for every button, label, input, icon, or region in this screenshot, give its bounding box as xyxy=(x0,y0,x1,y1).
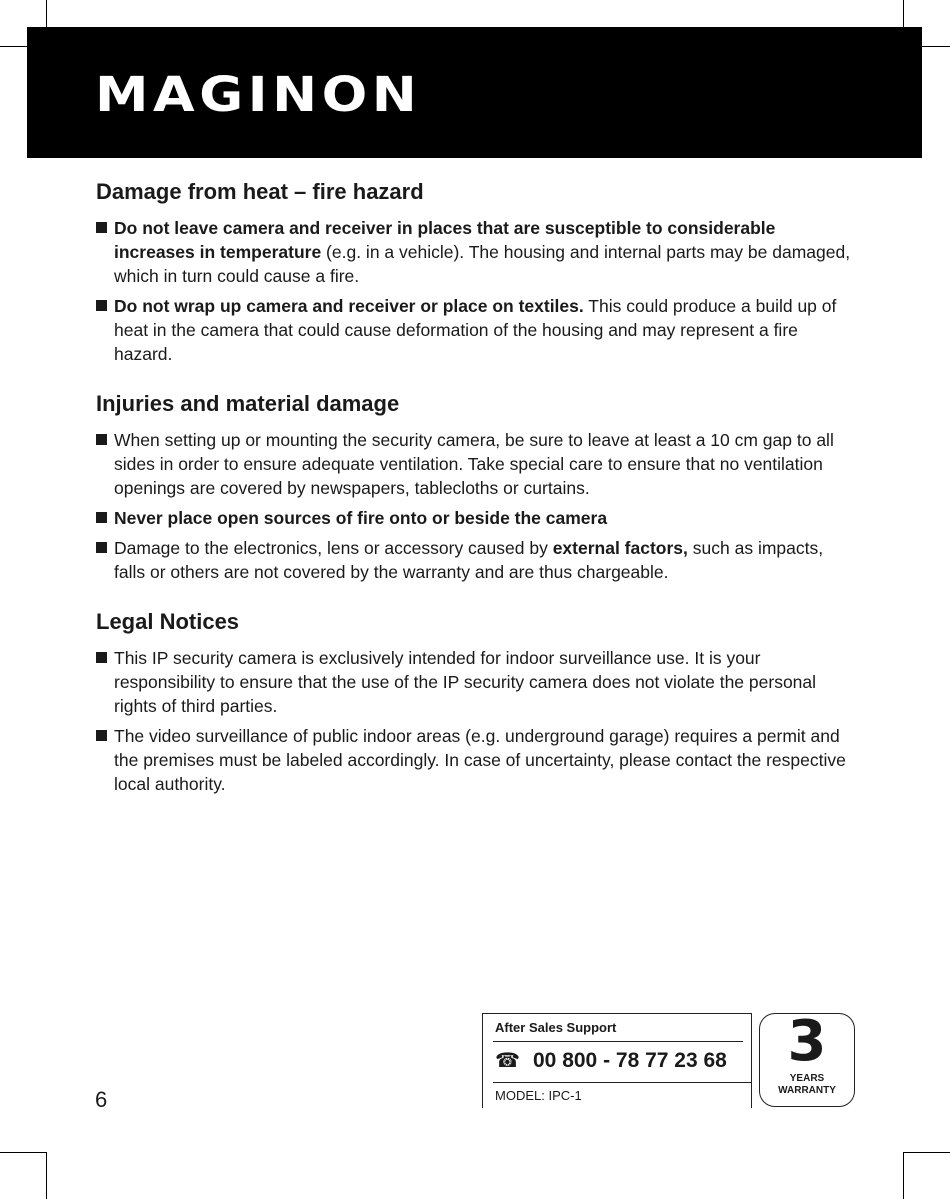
bullet-icon xyxy=(96,542,107,553)
bullet-icon xyxy=(96,512,107,523)
page-number: 6 xyxy=(95,1087,108,1112)
after-sales-support-box xyxy=(482,1013,752,1108)
telephone-icon: ☎ xyxy=(495,1050,520,1072)
list-item xyxy=(96,428,856,500)
list-item xyxy=(96,506,856,530)
warranty-badge xyxy=(759,1009,855,1107)
brand-logo: MAGINON xyxy=(95,67,422,123)
section-injuries xyxy=(96,388,856,584)
safety-content xyxy=(96,176,856,818)
section-legal xyxy=(96,606,856,796)
item-text: such as impacts, falls or others are not covered by the warranty and are thus chargeable. xyxy=(114,538,824,582)
item-bold-text: Do not leave camera and receiver in places that are susceptible to considerable increases in temperature xyxy=(114,218,776,262)
item-text: This IP security camera is exclusively intended for indoor surveillance use. It is your responsibility to ensure that the use of the IP security camera does not violate the personal rights of third parties. xyxy=(114,648,817,716)
bullet-icon xyxy=(96,300,107,311)
support-title: After Sales Support xyxy=(495,1020,617,1035)
item-text: Damage to the electronics, lens or accessory caused by xyxy=(114,538,553,558)
item-text: When setting up or mounting the security camera, be sure to leave at least a 10 cm gap to all sides in order to ensure adequate ventilation. Take special care to ensure that no ventilation openings are covered by newspapers, tablecloths or curtains. xyxy=(114,430,834,498)
list-item xyxy=(96,216,856,288)
crop-mark xyxy=(903,1152,904,1199)
list-item xyxy=(96,536,856,584)
support-phone-number: 00 800 - 78 77 23 68 xyxy=(533,1049,727,1072)
list-item xyxy=(96,646,856,718)
section-heading: Damage from heat – fire hazard xyxy=(96,179,424,204)
item-bold-text: Never place open sources of fire onto or beside the camera xyxy=(114,508,608,528)
item-bold-text: external factors, xyxy=(552,538,688,558)
item-text: (e.g. in a vehicle). The housing and internal parts may be damaged, which in turn could cause a fire. xyxy=(114,242,851,286)
list-item xyxy=(96,294,856,366)
item-text: The video surveillance of public indoor areas (e.g. underground garage) requires a permit and the premises must be labeled accordingly. In case of uncertainty, please contact the respective local authority. xyxy=(114,726,846,794)
warranty-label: WARRANTY xyxy=(778,1085,836,1096)
crop-mark xyxy=(46,1152,47,1199)
section-heat xyxy=(96,176,856,366)
bullet-icon xyxy=(96,222,107,233)
warranty-years-label: YEARS xyxy=(789,1073,825,1084)
item-text: This could produce a build up of heat in the camera that could cause deformation of the housing and may represent a fire hazard. xyxy=(114,296,837,364)
crop-mark xyxy=(0,1152,46,1153)
divider xyxy=(493,1082,751,1083)
bullet-icon xyxy=(96,434,107,445)
model-number: MODEL: IPC-1 xyxy=(495,1088,582,1103)
header-banner xyxy=(27,27,922,158)
warranty-years-number: 3 xyxy=(787,1009,827,1074)
item-bold-text: Do not wrap up camera and receiver or place on textiles. xyxy=(114,296,584,316)
divider xyxy=(493,1041,743,1042)
bullet-icon xyxy=(96,730,107,741)
section-heading: Injuries and material damage xyxy=(96,391,400,416)
crop-mark xyxy=(904,1152,950,1153)
section-heading: Legal Notices xyxy=(96,609,240,634)
list-item xyxy=(96,724,856,796)
bullet-icon xyxy=(96,652,107,663)
